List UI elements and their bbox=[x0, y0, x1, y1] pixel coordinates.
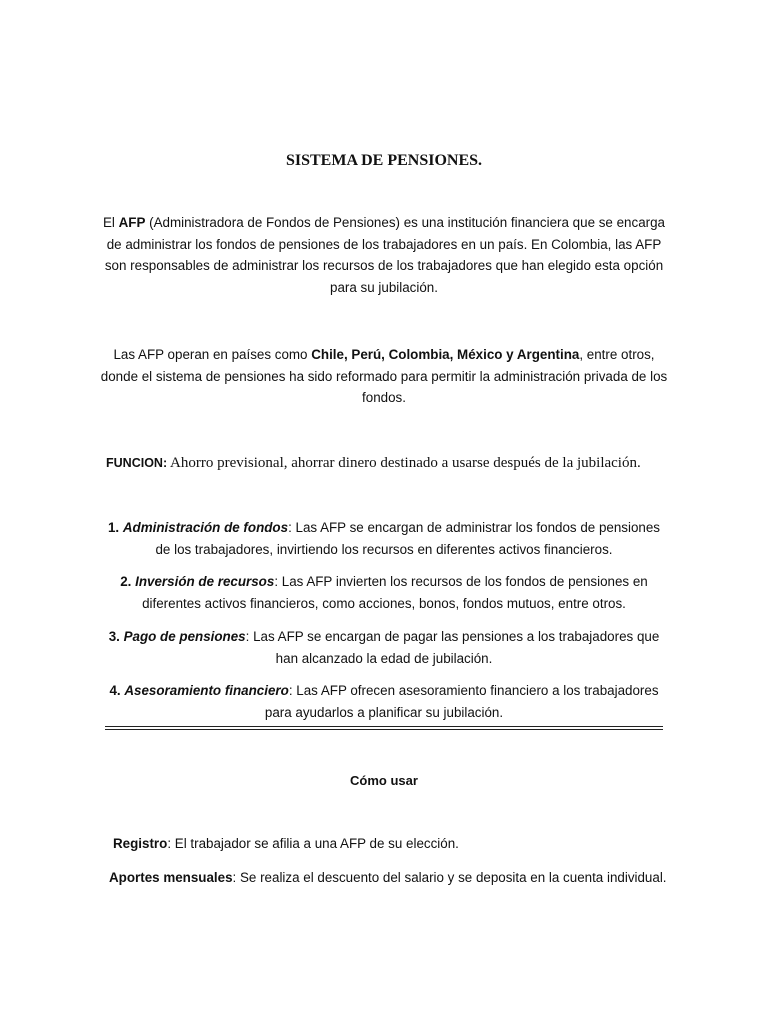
list-item-text: : Las AFP invierten los recursos de los fondos de pensiones en diferentes activos financieros, como acciones, bonos, fondos mutuos, entre otros. bbox=[142, 574, 648, 611]
aportes-line bbox=[109, 870, 667, 885]
list-item-title: Asesoramiento financiero bbox=[124, 683, 289, 698]
list-item-text: : Las AFP ofrecen asesoramiento financiero a los trabajadores para ayudarlos a planificar su jubilación. bbox=[264, 683, 659, 720]
registro-label: Registro bbox=[113, 836, 168, 851]
afp-bold-term: AFP bbox=[118, 215, 146, 230]
intro-paragraph-1 bbox=[100, 212, 668, 298]
list-item-text: : Las AFP se encargan de administrar los fondos de pensiones de los trabajadores, invirtiendo los recursos en diferentes activos financieros. bbox=[155, 520, 661, 557]
aportes-text: : Se realiza el descuento del salario y se deposita en la cuenta individual. bbox=[232, 870, 667, 885]
list-item-number: 3. bbox=[108, 629, 120, 644]
divider bbox=[105, 729, 663, 730]
section-heading: Cómo usar bbox=[350, 773, 418, 788]
list-item-text: : Las AFP se encargan de pagar las pensiones a los trabajadores que han alcanzado la edad de jubilación. bbox=[245, 629, 660, 666]
list-item-title: Inversión de recursos bbox=[135, 574, 275, 589]
funcion-label: FUNCION: bbox=[106, 456, 168, 470]
funcion-line bbox=[106, 454, 706, 472]
intro-text: El bbox=[102, 215, 119, 230]
intro-text: (Administradora de Fondos de Pensiones) es una institución financiera que se encarga de administrar los fondos de pensiones de los trabajadores en un país. En Colombia, las AFP son responsables de administrar los recursos de los trabajadores que han elegido esta opción para su jubilación. bbox=[104, 215, 665, 295]
aportes-label: Aportes mensuales bbox=[109, 870, 233, 885]
intro-text: Las AFP operan en países como bbox=[113, 347, 312, 362]
list-item-number: 4. bbox=[109, 683, 121, 698]
countries-bold-term: Chile, Perú, Colombia, México y Argentina bbox=[311, 347, 580, 362]
list-item bbox=[100, 626, 668, 670]
page-title: SISTEMA DE PENSIONES. bbox=[285, 152, 483, 169]
divider bbox=[105, 726, 663, 727]
list-item bbox=[100, 517, 668, 561]
list-item-number: 2. bbox=[120, 574, 132, 589]
list-item-title: Administración de fondos bbox=[122, 520, 289, 535]
list-item bbox=[100, 571, 668, 615]
registro-text: : El trabajador se afilia a una AFP de su elección. bbox=[167, 836, 459, 851]
list-item-title: Pago de pensiones bbox=[123, 629, 246, 644]
list-item bbox=[100, 680, 668, 724]
list-item-number: 1. bbox=[107, 520, 120, 535]
intro-paragraph-2 bbox=[100, 344, 668, 409]
intro-text: , entre otros, donde el sistema de pensiones ha sido reformado para permitir la administración privada de los fondos. bbox=[100, 347, 668, 405]
registro-line bbox=[113, 836, 459, 851]
funcion-text: Ahorro previsional, ahorrar dinero destinado a usarse después de la jubilación. bbox=[167, 455, 641, 471]
